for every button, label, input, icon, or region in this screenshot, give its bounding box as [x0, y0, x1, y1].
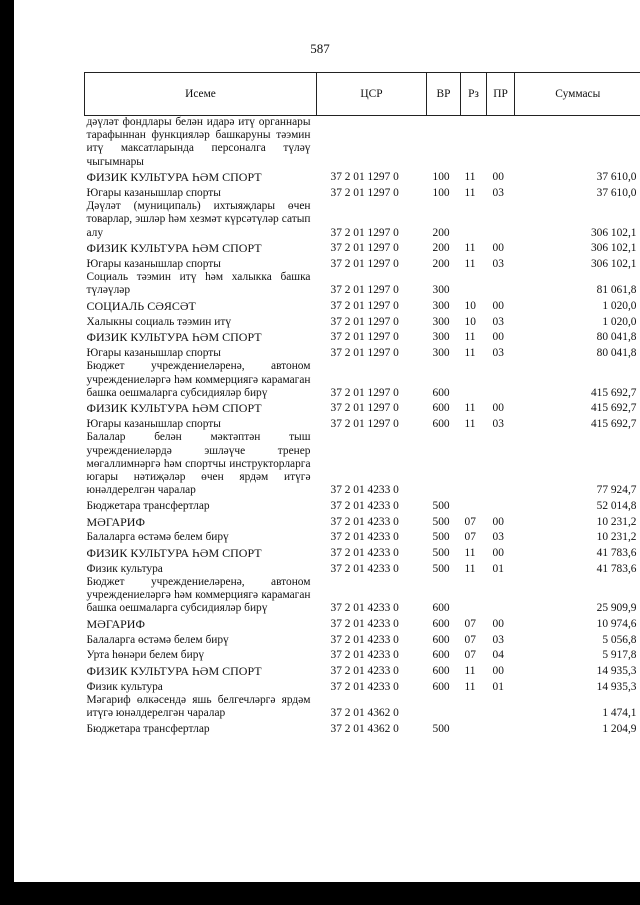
header-vr: ВР: [427, 73, 461, 116]
row-csr: 37 2 01 4233 0: [330, 531, 399, 544]
row-vr: 300: [432, 347, 450, 360]
row-vr: 600: [432, 617, 450, 630]
header-sum: Суммасы: [515, 73, 640, 116]
row-vr: [427, 694, 461, 720]
row-sum: 25 909,9: [596, 602, 637, 615]
row-rz: 11: [464, 331, 476, 344]
row-name: [85, 529, 317, 545]
row-vr: 600: [432, 602, 450, 615]
row-csr: 37 2 01 1297 0: [330, 226, 399, 239]
row-rz: [461, 497, 487, 513]
row-pr: [487, 576, 515, 616]
row-pr: 00: [492, 546, 504, 559]
row-sum: [515, 116, 640, 169]
row-sum: 415 692,7: [590, 386, 637, 399]
row-pr: 03: [492, 315, 504, 328]
row-vr: 600: [432, 664, 450, 677]
row-rz: 11: [464, 680, 476, 693]
row-rz: [461, 431, 487, 497]
row-csr: 37 2 01 1297 0: [330, 402, 399, 415]
row-name: [85, 678, 317, 694]
row-vr: 200: [432, 242, 450, 255]
row-csr: 37 2 01 1297 0: [330, 284, 399, 297]
row-pr: [487, 694, 515, 720]
row-pr: 03: [492, 257, 504, 270]
row-name-text: Бюджетара трансфертлар: [86, 499, 210, 512]
row-rz: [461, 116, 487, 169]
row-rz: 07: [464, 617, 476, 630]
table-row: [85, 298, 640, 314]
row-csr: 37 2 01 1297 0: [330, 315, 399, 328]
row-sum: 1 020,0: [602, 300, 637, 313]
row-name: [85, 662, 317, 678]
row-pr: [487, 116, 515, 169]
row-name: [85, 240, 317, 256]
row-name: [85, 200, 317, 240]
row-vr: 600: [432, 649, 450, 662]
row-rz: 11: [464, 257, 476, 270]
row-csr: 37 2 01 4233 0: [330, 680, 399, 693]
budget-table: [84, 72, 640, 736]
row-vr: 500: [432, 562, 450, 575]
row-vr: 500: [432, 531, 450, 544]
row-vr: 300: [432, 315, 450, 328]
row-sum: 41 783,6: [596, 562, 637, 575]
row-name: [85, 576, 317, 616]
table-row: [85, 576, 640, 616]
row-sum: 306 102,1: [590, 242, 637, 255]
row-name: [85, 255, 317, 271]
row-csr: 37 2 01 4233 0: [330, 602, 399, 615]
row-pr: 00: [492, 300, 504, 313]
row-name: [85, 329, 317, 345]
row-vr: 600: [432, 386, 450, 399]
row-pr: 00: [492, 664, 504, 677]
table-body: [85, 116, 640, 736]
table-row: [85, 185, 640, 201]
row-rz: 07: [464, 531, 476, 544]
table-row: [85, 662, 640, 678]
row-sum: 14 935,3: [596, 664, 637, 677]
row-pr: 04: [492, 649, 504, 662]
table-row: [85, 400, 640, 416]
row-vr: 300: [432, 300, 450, 313]
row-pr: [487, 497, 515, 513]
row-rz: [461, 720, 487, 736]
row-sum: 415 692,7: [590, 418, 637, 431]
row-name: [85, 513, 317, 529]
row-pr: 03: [492, 418, 504, 431]
row-vr: 600: [432, 418, 450, 431]
row-csr: 37 2 01 1297 0: [330, 171, 399, 184]
row-name-text: Балалар белән мәктәптән тыш учреждениеләрдә эшләүче тренер мөгаллимнәргә һәм спортчы инструкторларга югары нәтиҗәләр өчен ярдәм итүгә юнәлдерелгән чаралар: [86, 431, 311, 497]
row-name-text: Социаль тәэмин итү һәм халыкка башка түләүләр: [86, 271, 311, 297]
row-csr: 37 2 01 1297 0: [330, 418, 399, 431]
row-csr: 37 2 01 1297 0: [330, 257, 399, 270]
header-csr: ЦСР: [317, 73, 427, 116]
row-pr: 03: [492, 633, 504, 646]
row-name-text: Бюджет учреждениеләренә, автоном учреждениеләргә һәм коммерциягә карамаган башка оешмаларга субсидияләр бирү: [86, 575, 311, 615]
row-rz: 11: [464, 562, 476, 575]
row-csr: 37 2 01 1297 0: [330, 331, 399, 344]
row-name-text: Халыкны социаль тәэмин итү: [86, 315, 232, 328]
row-name: [85, 116, 317, 169]
table-row: [85, 694, 640, 720]
row-name: [85, 720, 317, 736]
row-name: [85, 631, 317, 647]
row-name-text: ФИЗИК КУЛЬТУРА ҺӘМ СПОРТ: [86, 170, 262, 185]
table-row: [85, 529, 640, 545]
table-row: [85, 200, 640, 240]
row-name-text: Физик культура: [86, 562, 163, 575]
row-vr: 600: [432, 633, 450, 646]
table-row: [85, 497, 640, 513]
row-pr: 03: [492, 531, 504, 544]
row-csr: 37 2 01 1297 0: [330, 186, 399, 199]
row-name-text: Югары казанышлар спорты: [86, 186, 221, 199]
row-sum: 10 974,6: [596, 617, 637, 630]
row-csr: 37 2 01 1297 0: [330, 347, 399, 360]
table-row: [85, 615, 640, 631]
row-csr: 37 2 01 4362 0: [330, 722, 399, 735]
row-rz: 07: [464, 515, 476, 528]
table-row: [85, 560, 640, 576]
row-rz: 07: [464, 633, 476, 646]
row-name-text: Балаларга өстәмә белем бирү: [86, 633, 229, 646]
row-csr: 37 2 01 4233 0: [330, 617, 399, 630]
table-row: [85, 647, 640, 663]
row-rz: [461, 200, 487, 240]
table-row: [85, 631, 640, 647]
row-sum: 10 231,2: [596, 531, 637, 544]
row-sum: 306 102,1: [590, 226, 637, 239]
row-sum: 37 610,0: [596, 171, 637, 184]
row-sum: 37 610,0: [596, 186, 637, 199]
table-row: [85, 360, 640, 400]
table-row: [85, 345, 640, 361]
row-rz: [461, 271, 487, 297]
table-row: [85, 720, 640, 736]
row-name-text: МӘГАРИФ: [86, 514, 145, 529]
row-sum: 1 020,0: [602, 315, 637, 328]
row-sum: 5 917,8: [602, 649, 637, 662]
table-row: [85, 169, 640, 185]
table-row: [85, 431, 640, 497]
row-rz: 11: [464, 171, 476, 184]
row-csr: 37 2 01 4233 0: [330, 664, 399, 677]
table-row: [85, 416, 640, 432]
row-sum: 14 935,3: [596, 680, 637, 693]
row-name: [85, 185, 317, 201]
row-sum: 41 783,6: [596, 546, 637, 559]
row-name: [85, 313, 317, 329]
row-sum: 5 056,8: [602, 633, 637, 646]
row-vr: 200: [432, 226, 450, 239]
row-vr: 100: [432, 171, 450, 184]
row-sum: 10 231,2: [596, 515, 637, 528]
row-name: [85, 360, 317, 400]
row-rz: 11: [464, 347, 476, 360]
row-sum: 306 102,1: [590, 257, 637, 270]
row-vr: 200: [432, 257, 450, 270]
row-csr: 37 2 01 1297 0: [330, 386, 399, 399]
row-name: [85, 298, 317, 314]
row-name-text: Югары казанышлар спорты: [86, 418, 221, 431]
row-vr: 600: [432, 680, 450, 693]
row-name: [85, 431, 317, 497]
row-rz: 07: [464, 649, 476, 662]
row-name-text: дәүләт фондлары белән идарә итү органнары тарафыннан функцияләр башкаруны тәэмин итү максатларында персоналга түләү чыгымнары: [86, 116, 311, 168]
row-sum: 80 041,8: [596, 347, 637, 360]
row-name: [85, 345, 317, 361]
row-rz: 11: [464, 186, 476, 199]
row-sum: 77 924,7: [596, 484, 637, 497]
table-row: [85, 240, 640, 256]
row-name: [85, 694, 317, 720]
row-name: [85, 169, 317, 185]
row-pr: 00: [492, 242, 504, 255]
table-row: [85, 544, 640, 560]
header-pr: ПР: [487, 73, 515, 116]
row-name-text: Югары казанышлар спорты: [86, 257, 221, 270]
row-csr: 37 2 01 4233 0: [330, 562, 399, 575]
row-pr: [487, 200, 515, 240]
row-vr: [427, 431, 461, 497]
row-name: [85, 615, 317, 631]
row-csr: 37 2 01 4233 0: [330, 649, 399, 662]
row-csr: 37 2 01 4233 0: [330, 499, 399, 512]
row-name: [85, 497, 317, 513]
table-row: [85, 271, 640, 297]
row-rz: [461, 360, 487, 400]
row-name-text: Югары казанышлар спорты: [86, 347, 221, 360]
table-row: [85, 313, 640, 329]
row-rz: [461, 694, 487, 720]
table-row: [85, 255, 640, 271]
row-csr: 37 2 01 4233 0: [330, 515, 399, 528]
row-sum: 81 061,8: [596, 284, 637, 297]
row-pr: 03: [492, 347, 504, 360]
row-name-text: Дәүләт (муниципаль) ихтыяҗлары өчен товарлар, эшләр һәм хезмәт күрсәтүләр сатып алу: [86, 200, 311, 239]
row-name-text: ФИЗИК КУЛЬТУРА ҺӘМ СПОРТ: [86, 241, 262, 256]
row-pr: 00: [492, 171, 504, 184]
table-row: [85, 329, 640, 345]
row-pr: 01: [492, 562, 504, 575]
row-rz: 11: [464, 546, 476, 559]
row-csr: 37 2 01 1297 0: [330, 242, 399, 255]
row-name-text: ФИЗИК КУЛЬТУРА ҺӘМ СПОРТ: [86, 663, 262, 678]
row-rz: 10: [464, 315, 476, 328]
row-csr: [317, 116, 427, 169]
row-rz: 10: [464, 300, 476, 313]
row-pr: 00: [492, 331, 504, 344]
row-name-text: Мәгариф өлкәсендә яшь белгечләргә ярдәм итүгә юнәлдерелгән чаралар: [86, 693, 311, 720]
row-pr: [487, 720, 515, 736]
page-number: 587: [310, 41, 330, 56]
row-vr: 500: [432, 722, 450, 735]
scan-left-border: [0, 0, 14, 905]
row-vr: [427, 116, 461, 169]
table-row: [85, 116, 640, 169]
row-rz: 11: [464, 402, 476, 415]
row-name-text: Балаларга өстәмә белем бирү: [86, 531, 229, 544]
header-name: Исеме: [85, 73, 317, 116]
row-rz: 11: [464, 242, 476, 255]
row-name-text: ФИЗИК КУЛЬТУРА ҺӘМ СПОРТ: [86, 330, 262, 345]
row-sum: 1 204,9: [602, 722, 637, 735]
row-pr: [487, 360, 515, 400]
row-name: [85, 400, 317, 416]
row-name: [85, 544, 317, 560]
table-row: [85, 678, 640, 694]
row-pr: 03: [492, 186, 504, 199]
scan-bottom-border: [0, 882, 640, 905]
row-vr: 500: [432, 515, 450, 528]
row-vr: 100: [432, 186, 450, 199]
row-csr: 37 2 01 4233 0: [330, 484, 399, 497]
row-csr: 37 2 01 4362 0: [330, 707, 399, 720]
row-vr: 600: [432, 402, 450, 415]
table-row: [85, 513, 640, 529]
row-name-text: МӘГАРИФ: [86, 616, 145, 631]
row-vr: 500: [432, 546, 450, 559]
row-vr: 300: [432, 284, 450, 297]
row-sum: 415 692,7: [590, 402, 637, 415]
row-rz: 11: [464, 664, 476, 677]
budget-table-wrapper: [84, 72, 640, 736]
row-pr: 01: [492, 680, 504, 693]
row-sum: 80 041,8: [596, 331, 637, 344]
header-rz: Рз: [461, 73, 487, 116]
row-csr: 37 2 01 4233 0: [330, 546, 399, 559]
row-name-text: Бюджет учреждениеләренә, автоном учреждениеләргә һәм коммерциягә карамаган башка оешмаларга субсидияләр бирү: [86, 360, 311, 399]
row-name: [85, 647, 317, 663]
row-pr: [487, 271, 515, 297]
row-vr: 300: [432, 331, 450, 344]
row-sum: 1 474,1: [602, 707, 637, 720]
row-vr: 500: [432, 499, 450, 512]
table-header-row: [85, 73, 640, 116]
row-name-text: ФИЗИК КУЛЬТУРА ҺӘМ СПОРТ: [86, 401, 262, 416]
row-rz: 11: [464, 418, 476, 431]
row-name-text: Бюджетара трансфертлар: [86, 722, 210, 735]
row-name-text: Урта һөнәри белем бирү: [86, 649, 205, 662]
row-pr: 00: [492, 402, 504, 415]
row-name: [85, 271, 317, 297]
row-name-text: ФИЗИК КУЛЬТУРА ҺӘМ СПОРТ: [86, 545, 262, 560]
row-name-text: СОЦИАЛЬ СӘЯСӘТ: [86, 299, 196, 314]
row-pr: [487, 431, 515, 497]
row-name: [85, 416, 317, 432]
row-pr: 00: [492, 515, 504, 528]
row-pr: 00: [492, 617, 504, 630]
row-name: [85, 560, 317, 576]
row-name-text: Физик культура: [86, 680, 163, 693]
row-sum: 52 014,8: [596, 499, 637, 512]
row-csr: 37 2 01 1297 0: [330, 300, 399, 313]
row-csr: 37 2 01 4233 0: [330, 633, 399, 646]
row-rz: [461, 576, 487, 616]
